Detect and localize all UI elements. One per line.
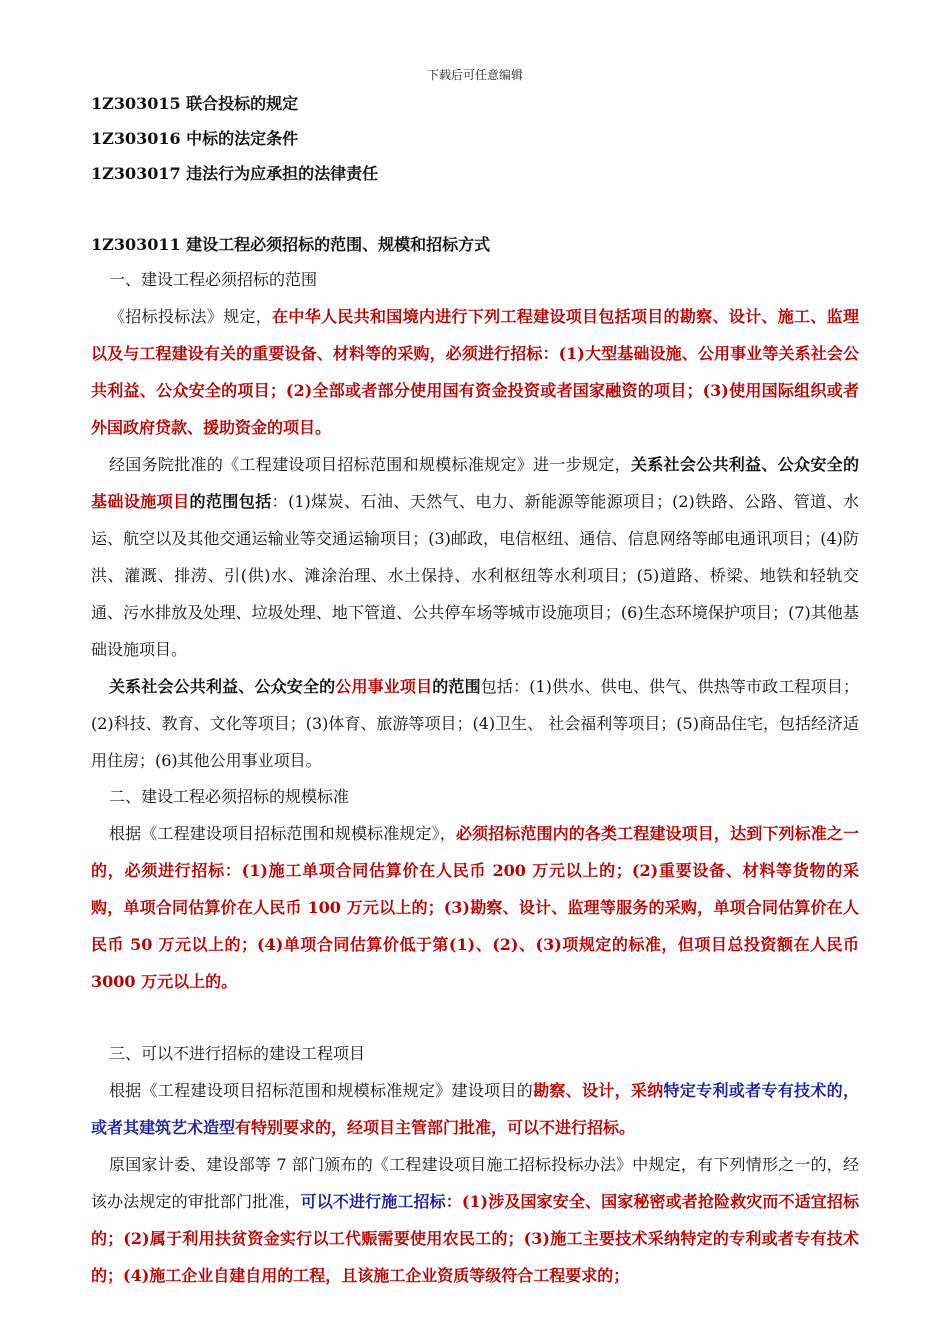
bold-text: 的范围 <box>432 677 481 696</box>
paragraph <box>91 668 859 779</box>
bold-text: 的范围包括 <box>189 492 272 511</box>
spacer <box>91 1000 859 1036</box>
toc-item: 1Z303016 中标的法定条件 <box>91 129 299 148</box>
spacer <box>91 191 859 227</box>
subsection-heading: 三、可以不进行招标的建设工程项目 <box>109 1044 366 1063</box>
text-run: 根据《工程建设项目招标范围和规模标准规定》， <box>109 824 456 843</box>
paragraph <box>91 298 859 446</box>
highlight-text: ：(1)涉及国家安全、国家秘密或者抢险救灾而不适宜招标的；(2)属于利用扶贫资金实行以工代赈需要使用农民工的；(3)施工主要技术采纳特定的专利或者专有技术的；(4)施工企业自建自用的工程，且该施工企业资质等级符合工程要求的； <box>91 1192 859 1285</box>
highlight-text: 勘察、设计，采纳 <box>533 1081 664 1100</box>
page-header: 下载后可任意编辑 <box>426 68 523 82</box>
highlight-text: 有特别要求的，经项目主管部门批准，可以不进行招标。 <box>235 1118 636 1137</box>
highlight-text-blue: 特定专利或者专有技术的，或者其建筑艺术造型 <box>91 1081 859 1137</box>
toc-item: 1Z303017 违法行为应承担的法律责任 <box>91 164 379 183</box>
paragraph <box>91 1072 859 1146</box>
paragraph <box>91 1146 859 1294</box>
highlight-text: 基础设施项目 <box>91 492 190 511</box>
text-run: 包括：(1)供水、供电、供气、供热等市政工程项目；(2)科技、教育、文化等项目；(3)体育、旅游等项目；(4)卫生、 社会福利等项目；(5)商品住宅，包括经济适用住房；(6)其他公用事业项目。 <box>91 677 859 770</box>
bold-text: 关系社会公共利益、公众安全的 <box>630 455 859 474</box>
paragraph <box>91 446 859 668</box>
text-run: 根据《工程建设项目招标范围和规模标准规定》建设项目的 <box>109 1081 534 1100</box>
highlight-text: 在中华人民共和国境内进行下列工程建设项目包括项目的勘察、设计、施工、监理以及与工程建设有关的重要设备、材料等的采购，必须进行招标：(1)大型基础设施、公用事业等关系社会公共利益、公众安全的项目；(2)全部或者部分使用国有资金投资或者国家融资的项目；(3)使用国际组织或者外国政府贷款、援助资金的项目。 <box>91 307 859 437</box>
paragraph <box>91 815 859 1000</box>
highlight-text-blue: 可以不进行施工招标 <box>300 1192 446 1211</box>
text-run: 经国务院批准的《工程建设项目招标范围和规模标准规定》进一步规定， <box>109 455 631 474</box>
bold-text: 关系社会公共利益、公众安全的 <box>109 677 336 696</box>
subsection-heading: 二、建设工程必须招标的规模标准 <box>109 787 350 806</box>
text-run: 《招标投标法》规定， <box>109 307 273 326</box>
highlight-text: 必须招标范围内的各类工程建设项目，达到下列标准之一的，必须进行招标：(1)施工单项合同估算价在人民币 200 万元以上的；(2)重要设备、材料等货物的采购，单项合同估算价在人民币 100 万元以上的；(3)勘察、设计、监理等服务的采购，单项合同估算价在人民币 50 万元以上的；(4)单项合同估算价低于第(1)、(2)、(3)项规定的标准，但项目总投资额在人民币 3000 万元以上的。 <box>91 824 859 991</box>
subsection-heading: 一、建设工程必须招标的范围 <box>109 270 318 289</box>
toc-item: 1Z303015 联合投标的规定 <box>91 94 299 113</box>
section-title: 1Z303011 建设工程必须招标的范围、规模和招标方式 <box>91 235 491 254</box>
text-run: 原国家计委、建设部等 7 部门颁布的《工程建设项目施工招标投标办法》中规定，有下列情形之一的，经该办法规定的审批部门批准， <box>91 1155 859 1211</box>
document-body <box>91 86 859 1294</box>
text-run: ：(1)煤炭、石油、天然气、电力、新能源等能源项目；(2)铁路、公路、管道、水运、航空以及其他交通运输业等交通运输项目；(3)邮政，电信枢纽、通信、信息网络等邮电通讯项目；(4)防洪、灌溉、排涝、引(供)水、滩涂治理、水土保持、水利枢纽等水利项目；(5)道路、桥梁、地铁和轻轨交通、污水排放及处理、垃圾处理、地下管道、公共停车场等城市设施项目；(6)生态环境保护项目；(7)其他基础设施项目。 <box>91 492 859 659</box>
highlight-text: 公用事业项目 <box>335 677 433 696</box>
